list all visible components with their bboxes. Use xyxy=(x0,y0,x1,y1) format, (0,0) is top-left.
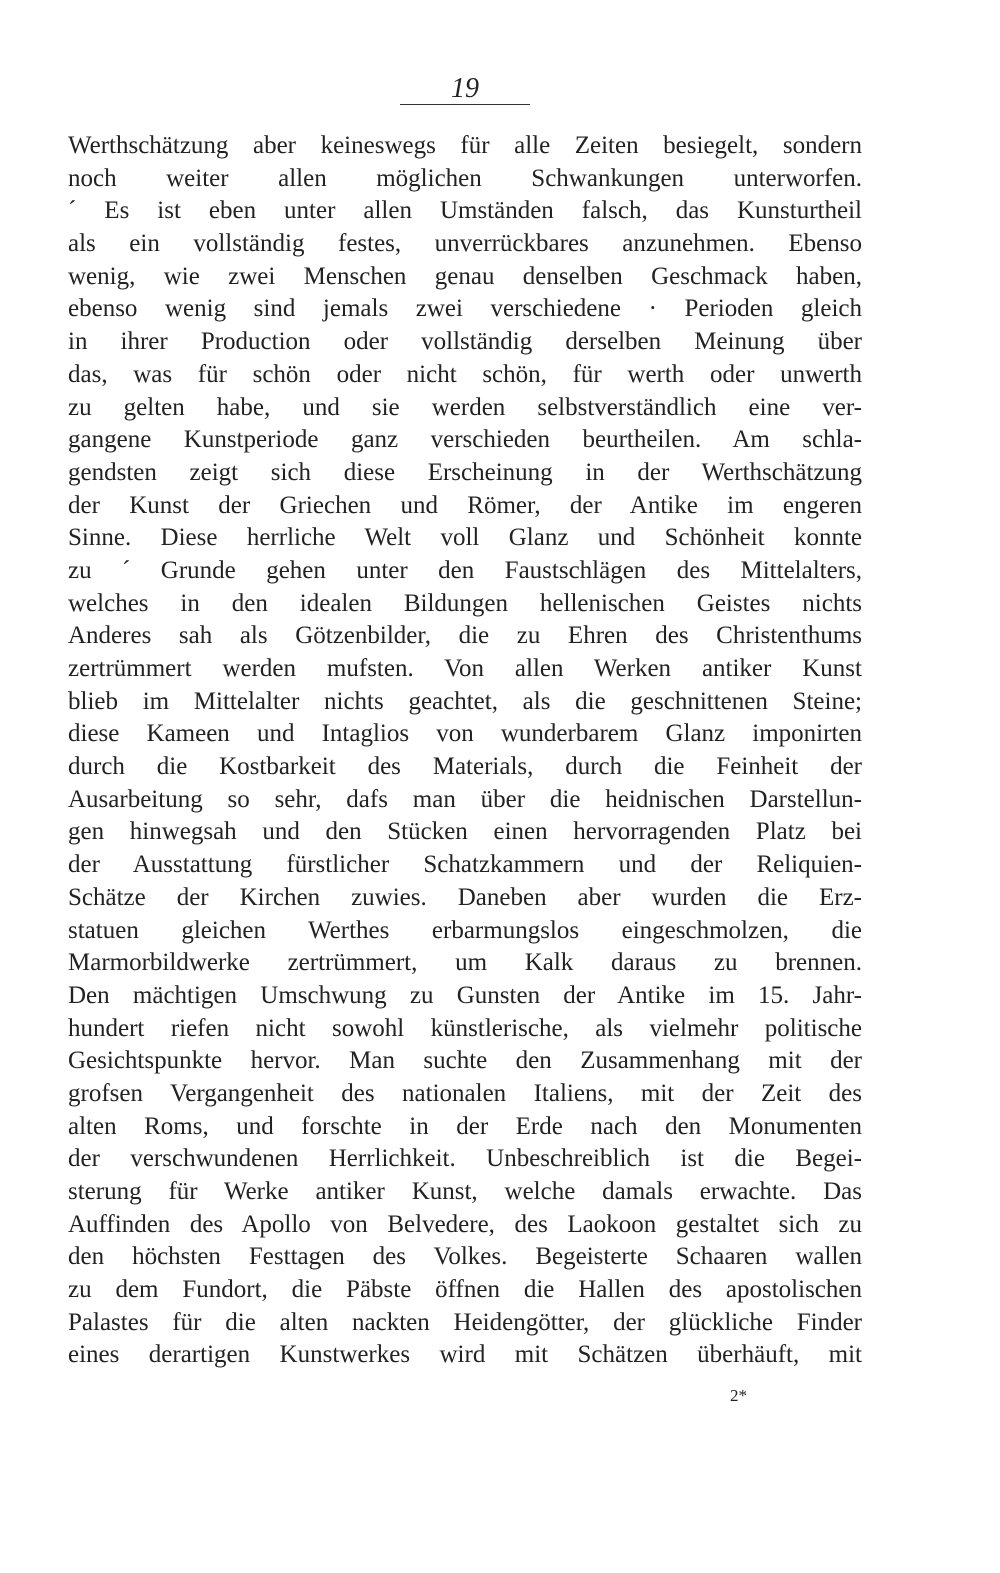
text-line: wenig, wie zwei Menschen genau denselben Geschmack haben, xyxy=(68,262,862,290)
text-line: Sinne. Diese herrliche Welt voll Glanz und Schönheit konnte xyxy=(68,524,862,552)
text-line: Anderes sah als Götzenbilder, die zu Ehren des Christenthums xyxy=(68,622,862,650)
text-line: Auffinden des Apollo von Belvedere, des Laokoon gestaltet sich zu xyxy=(68,1210,862,1238)
text-line: Werthschätzung aber keineswegs für alle Zeiten besiegelt, sondern xyxy=(68,132,862,159)
text-line: das, was für schön oder nicht schön, für werth oder unwerth xyxy=(68,360,862,388)
text-line: statuen gleichen Werthes erbarmungslos eingeschmolzen, die xyxy=(68,916,862,944)
text-line: hundert riefen nicht sowohl künstlerische, als vielmehr politische xyxy=(68,1014,862,1042)
signature-mark: 2* xyxy=(730,1386,747,1405)
text-line: gangene Kunstperiode ganz verschieden beurtheilen. Am schla- xyxy=(68,426,862,454)
text-line: Den mächtigen Umschwung zu Gunsten der Antike im 15. Jahr- xyxy=(68,981,862,1009)
text-line: diese Kameen und Intaglios von wunderbarem Glanz imponirten xyxy=(68,720,862,748)
text-line: zu gelten habe, und sie werden selbstverständlich eine ver- xyxy=(68,393,862,421)
text-line: Marmorbildwerke zertrümmert, um Kalk daraus zu brennen. xyxy=(68,949,862,977)
text-line: ebenso wenig sind jemals zwei verschiedene · Perioden gleich xyxy=(68,295,862,323)
text-line: alten Roms, und forschte in der Erde nach den Monumenten xyxy=(68,1112,862,1140)
text-line: Palastes für die alten nackten Heidengötter, der glückliche Finder xyxy=(68,1308,862,1336)
text-line: zu dem Fundort, die Päbste öffnen die Hallen des apostolischen xyxy=(68,1276,862,1304)
page-number: 19 xyxy=(451,73,479,104)
text-line: der Ausstattung fürstlicher Schatzkammern und der Reliquien- xyxy=(68,851,862,879)
text-line: grofsen Vergangenheit des nationalen Italiens, mit der Zeit des xyxy=(68,1079,862,1107)
text-line: noch weiter allen möglichen Schwankungen unterworfen. xyxy=(68,164,862,192)
body-text xyxy=(68,130,862,1372)
text-line: gendsten zeigt sich diese Erscheinung in der Werthschätzung xyxy=(68,458,862,486)
text-line: der verschwundenen Herrlichkeit. Unbeschreiblich ist die Begei- xyxy=(68,1145,862,1173)
text-line: als ein vollständig festes, unverrückbares anzunehmen. Ebenso xyxy=(68,230,862,258)
text-line: in ihrer Production oder vollständig derselben Meinung über xyxy=(68,328,862,356)
text-line: durch die Kostbarkeit des Materials, durch die Feinheit der xyxy=(68,753,862,781)
text-line: Ausarbeitung so sehr, dafs man über die heidnischen Darstellun- xyxy=(68,785,862,813)
text-line: ´ Es ist eben unter allen Umständen falsch, das Kunsturtheil xyxy=(68,197,862,225)
text-line: zu ´ Grunde gehen unter den Faustschlägen des Mittelalters, xyxy=(68,556,862,584)
text-line: Schätze der Kirchen zuwies. Daneben aber wurden die Erz- xyxy=(68,883,862,911)
header-rule xyxy=(400,104,530,105)
text-line: eines derartigen Kunstwerkes wird mit Schätzen überhäuft, mit xyxy=(68,1341,862,1369)
text-line: der Kunst der Griechen und Römer, der Antike im engeren xyxy=(68,491,862,519)
text-line: welches in den idealen Bildungen hellenischen Geistes nichts xyxy=(68,589,862,617)
text-line: den höchsten Festtagen des Volkes. Begeisterte Schaaren wallen xyxy=(68,1243,862,1271)
text-line: blieb im Mittelalter nichts geachtet, als die geschnittenen Steine; xyxy=(68,687,862,715)
text-line: sterung für Werke antiker Kunst, welche damals erwachte. Das xyxy=(68,1178,862,1205)
text-line: gen hinwegsah und den Stücken einen hervorragenden Platz bei xyxy=(68,818,862,846)
text-line: Gesichtspunkte hervor. Man suchte den Zusammenhang mit der xyxy=(68,1047,862,1075)
text-line: zertrümmert werden mufsten. Von allen Werken antiker Kunst xyxy=(68,655,862,682)
